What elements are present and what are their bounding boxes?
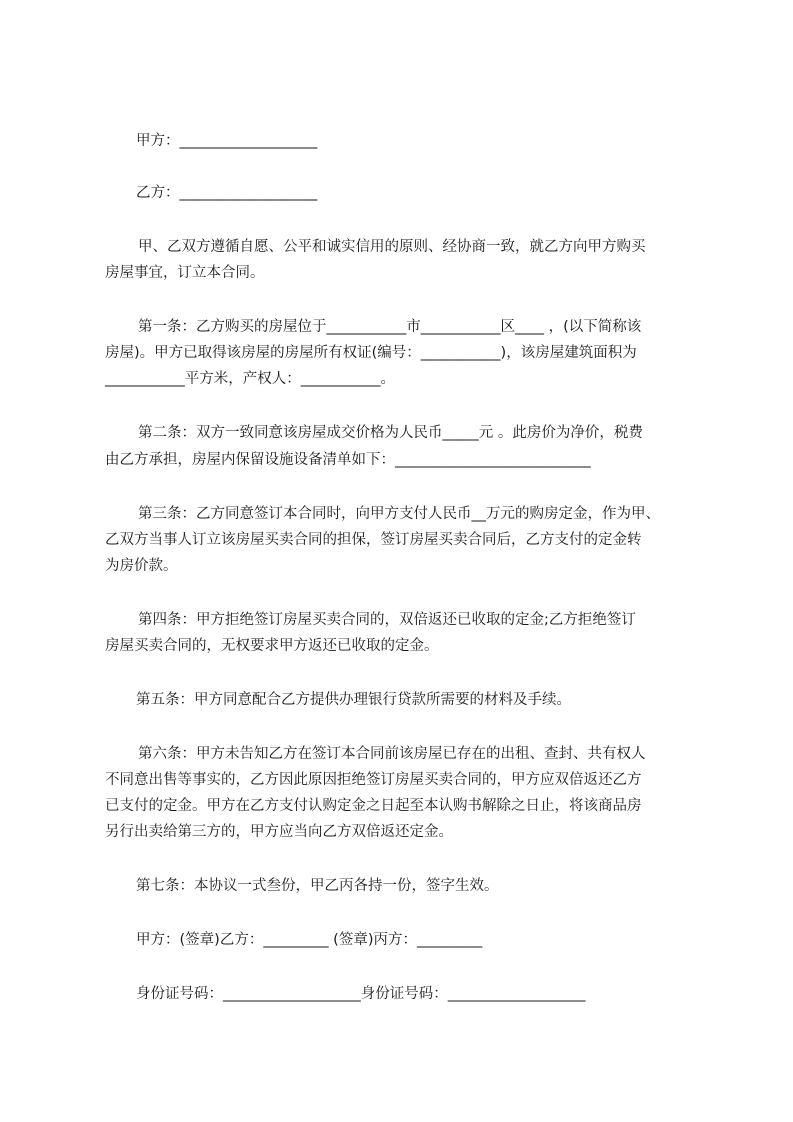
article-6-line-1: 第六条：甲方未告知乙方在签订本合同前该房屋已存在的出租、查封、共有权人 xyxy=(138,746,646,762)
article-1-line-2: 房屋)。甲方已取得该房屋的房屋所有权证(编号：___________)，该房屋建筑面积为 xyxy=(105,345,637,361)
preamble-line-1: 甲、乙双方遵循自愿、公平和诚实信用的原则、经协商一致，就乙方向甲方购买 xyxy=(138,239,646,255)
article-2-line-1: 第二条：双方一致同意该房屋成交价格为人民币_____元 。此房价为净价，税费 xyxy=(138,425,643,441)
article-4-line-2: 房屋买卖合同的，无权要求甲方返还已收取的定金。 xyxy=(105,638,439,654)
signature-line: 甲方：(签章)乙方：_________ (签章)丙方：_________ xyxy=(136,932,483,948)
article-7-line-1: 第七条：本协议一式叁份，甲乙丙各持一份，签字生效。 xyxy=(136,878,499,894)
article-5-line-1: 第五条：甲方同意配合乙方提供办理银行贷款所需要的材料及手续。 xyxy=(136,692,571,708)
article-6-line-2: 不同意出售等事实的，乙方因此原因拒绝签订房屋买卖合同的，甲方应双倍返还乙方 xyxy=(105,772,642,788)
party-a-line: 甲方：___________________ xyxy=(136,133,318,149)
party-b-line: 乙方：___________________ xyxy=(136,185,318,201)
article-3-line-2: 乙双方当事人订立该房屋买卖合同的担保，签订房屋买卖合同后，乙方支付的定金转 xyxy=(105,532,642,548)
preamble-line-2: 房屋事宜，订立本合同。 xyxy=(105,265,265,281)
article-1-line-3: ___________平方米，产权人：___________。 xyxy=(105,371,395,387)
article-2-line-2: 由乙方承担，房屋内保留设施设备清单如下：___________________________ xyxy=(105,452,591,468)
id-number-line: 身份证号码：___________________身份证号码：___________________ xyxy=(136,986,586,1002)
article-6-line-3: 已支付的定金。甲方在乙方支付认购定金之日起至本认购书解除之日止，将该商品房 xyxy=(105,798,642,814)
article-6-line-4: 另行出卖给第三方的，甲方应当向乙方双倍返还定金。 xyxy=(105,824,453,840)
article-3-line-3: 为房价款。 xyxy=(105,558,178,574)
article-1-line-1: 第一条：乙方购买的房屋位于___________市___________区____ ，(以下简称该 xyxy=(138,319,642,335)
article-4-line-1: 第四条：甲方拒绝签订房屋买卖合同的，双倍返还已收取的定金;乙方拒绝签订 xyxy=(138,612,636,628)
article-3-line-1: 第三条：乙方同意签订本合同时，向甲方支付人民币__万元的购房定金，作为甲、 xyxy=(138,506,660,522)
